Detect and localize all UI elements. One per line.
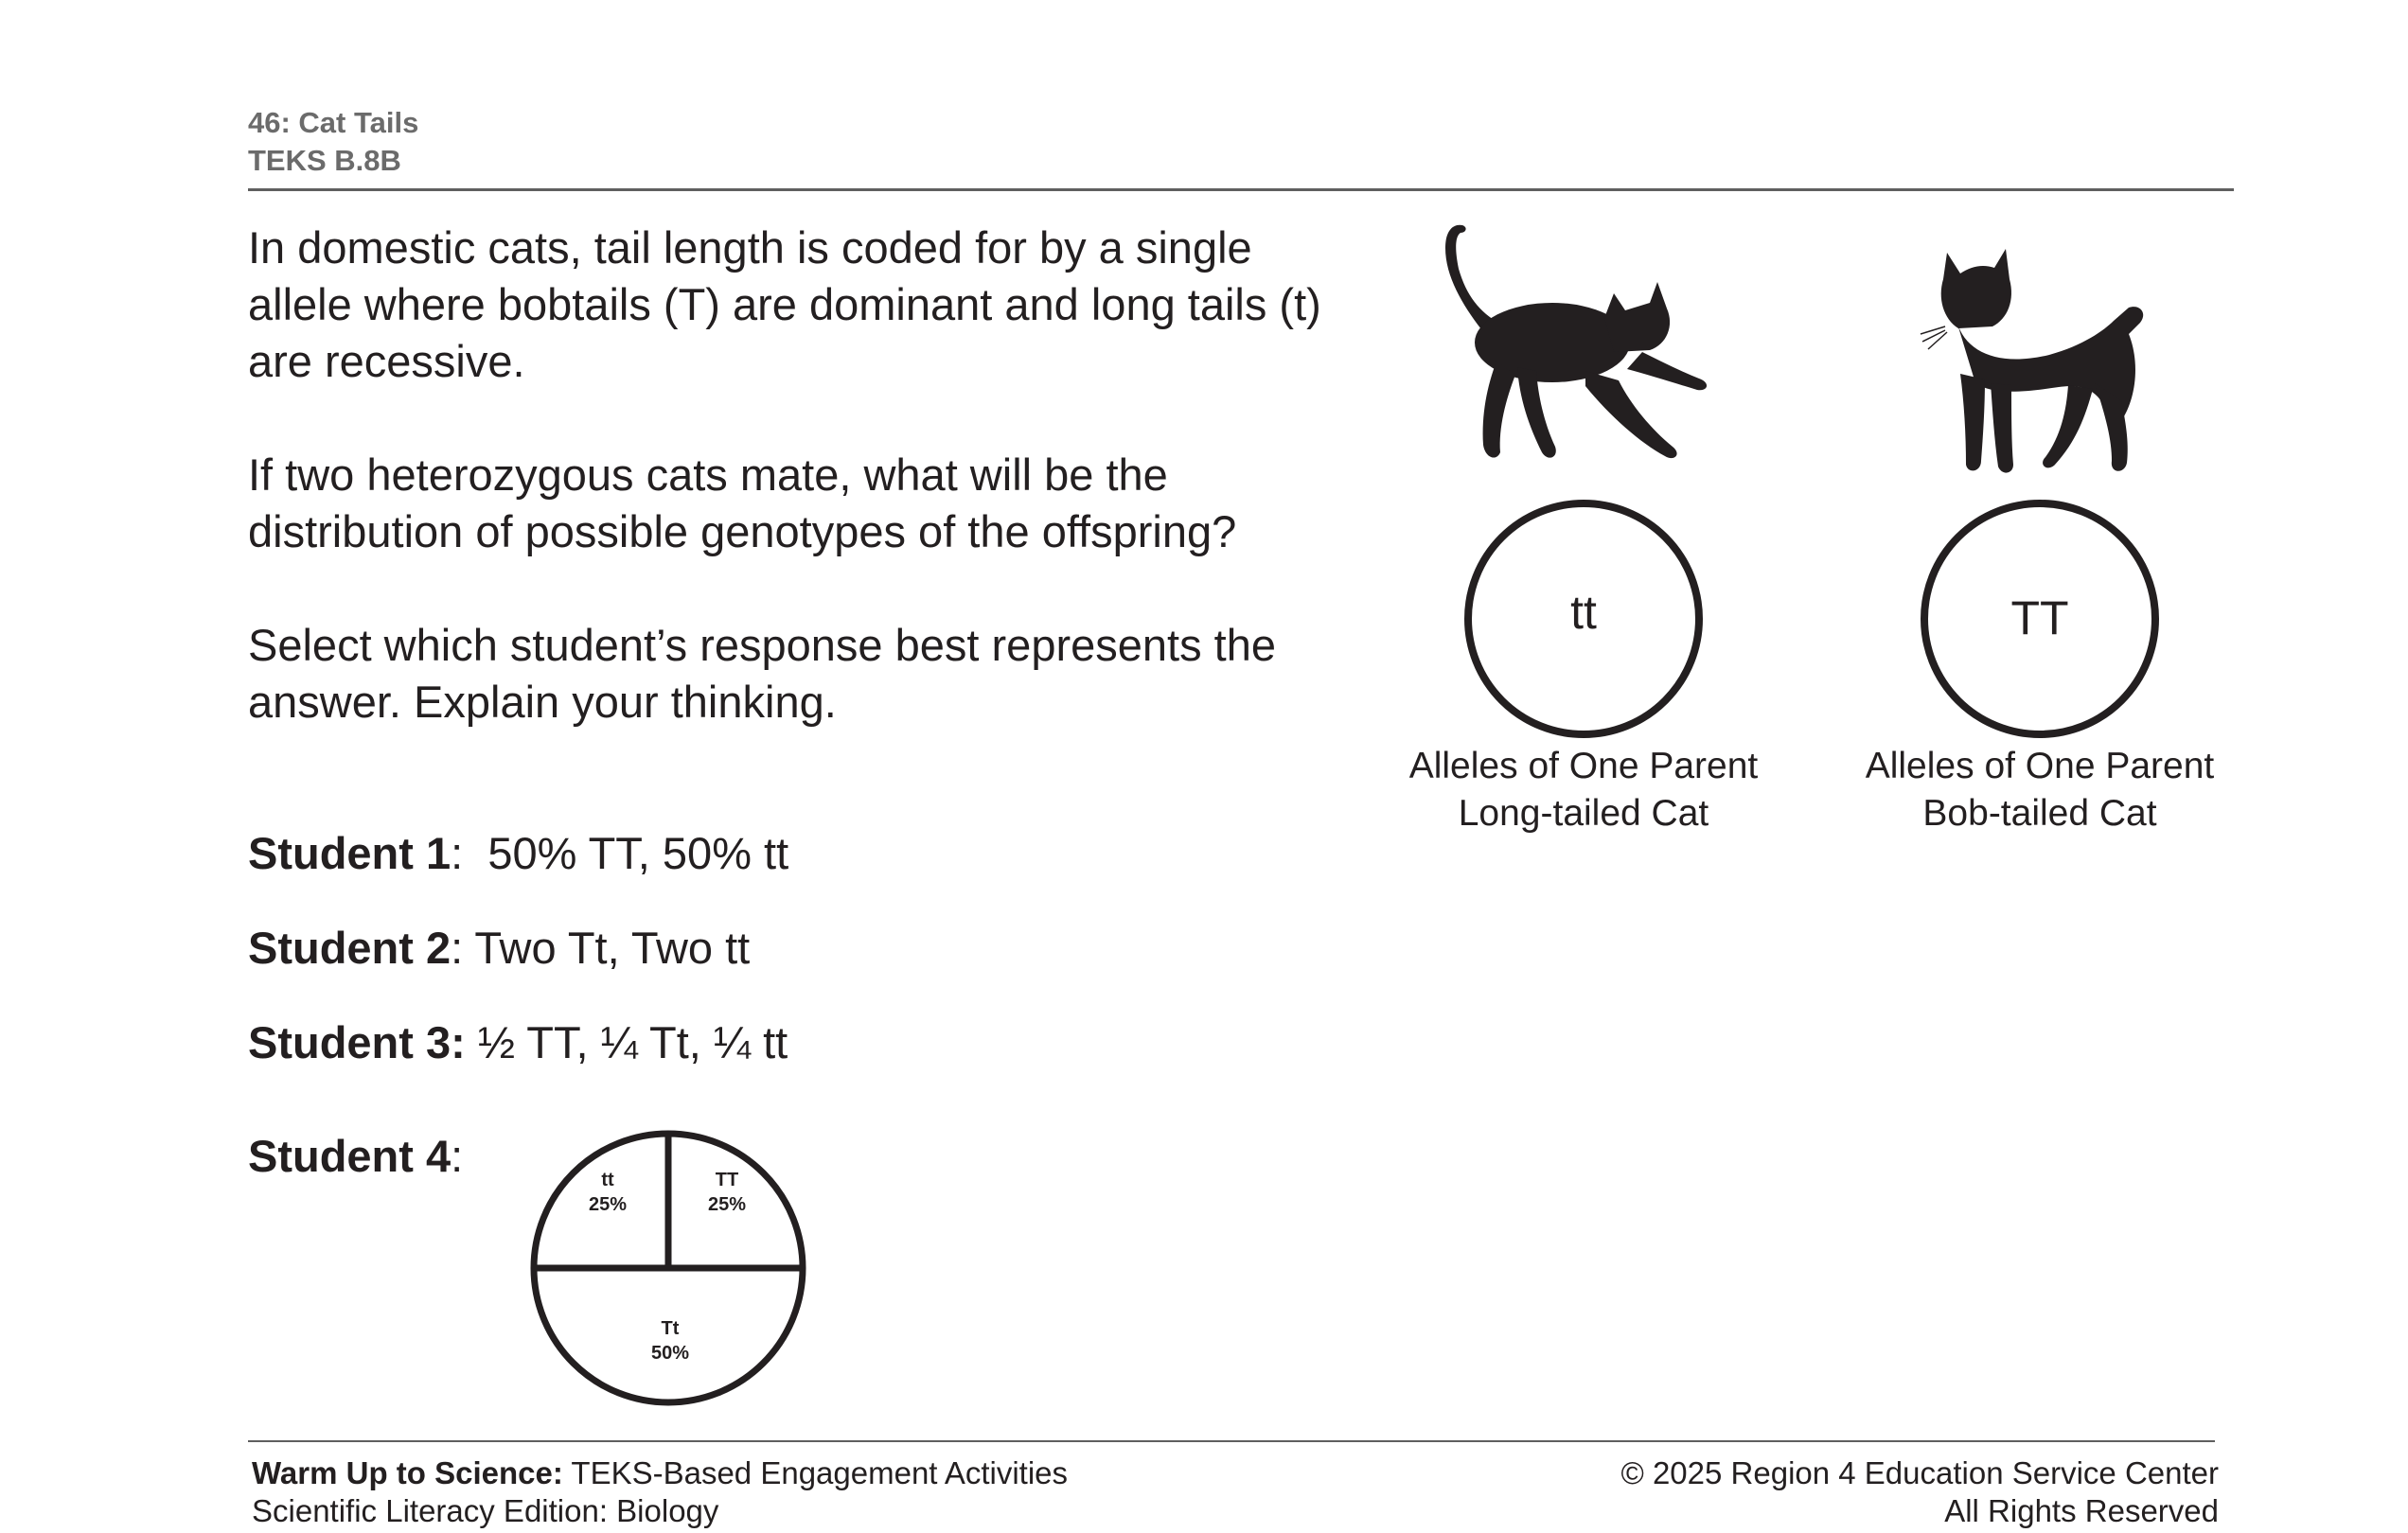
footer-copyright: © 2025 Region 4 Education Service Center	[1620, 1455, 2219, 1490]
footer-rights: All Rights Reserved	[1944, 1493, 2219, 1528]
student-3-label: Student 3:	[248, 1017, 466, 1067]
question-intro: In domestic cats, tail length is coded for by a single allele where bobtails (T) are dominant and long tails (t) are recessive.	[248, 222, 1321, 386]
long-tailed-parent-alleles	[1461, 496, 1707, 742]
student-2-answer: Two Tt, Two tt	[474, 923, 751, 973]
footer-series	[252, 1454, 1068, 1492]
activity-title: 46: Cat Tails	[248, 106, 419, 139]
student-4-response	[248, 1128, 463, 1185]
bob-tailed-parent-caption	[1822, 743, 2258, 837]
student-2-label: Student 2	[248, 923, 452, 973]
caption-line-1: Alleles of One Parent	[1408, 746, 1759, 786]
pie-slice-genotype: TT	[715, 1170, 739, 1190]
separator: :	[451, 923, 475, 973]
footer-divider	[248, 1440, 2215, 1442]
student-1-response	[248, 825, 788, 882]
student-1-label: Student 1	[248, 828, 452, 878]
footer-series-title: Warm Up to Science:	[252, 1455, 563, 1490]
separator: :	[451, 1131, 464, 1181]
bob-tailed-cat-icon	[1917, 241, 2191, 478]
long-tailed-cat-icon	[1425, 220, 1765, 485]
student-2-response	[248, 920, 750, 977]
pie-slice-genotype: Tt	[661, 1318, 680, 1339]
student-4-label: Student 4	[248, 1131, 452, 1181]
caption-line-1: Alleles of One Parent	[1865, 746, 2215, 786]
student-3-answer: ½ TT, ¼ Tt, ¼ tt	[477, 1017, 788, 1067]
footer-series-subtitle: TEKS-Based Engagement Activities	[562, 1455, 1069, 1490]
question-prompt: If two heterozygous cats mate, what will be the distribution of possible genotypes of the offspring?	[248, 449, 1237, 556]
question-instruction: Select which student’s response best represents the answer. Explain your thinking.	[248, 620, 1276, 727]
allele-label: tt	[1570, 586, 1597, 639]
header-divider	[248, 188, 2234, 191]
pie-slice-percent: 25%	[588, 1194, 628, 1215]
pie-slice-percent: 50%	[650, 1343, 690, 1364]
pie-slice-percent: 25%	[707, 1194, 747, 1215]
separator: :	[451, 828, 488, 878]
teks-standard: TEKS B.8B	[248, 144, 401, 177]
separator	[466, 1017, 478, 1067]
genotype-pie-chart	[521, 1121, 823, 1415]
bob-tailed-parent-alleles	[1917, 496, 2163, 742]
long-tailed-parent-caption	[1366, 743, 1801, 837]
caption-line-2: Long-tailed Cat	[1458, 793, 1709, 834]
student-1-answer: 50% TT, 50% tt	[487, 828, 789, 878]
pie-slice-genotype: tt	[601, 1170, 614, 1190]
footer-edition: Scientific Literacy Edition: Biology	[252, 1493, 719, 1528]
allele-label: TT	[2010, 591, 2069, 644]
student-3-response	[248, 1014, 788, 1071]
caption-line-2: Bob-tailed Cat	[1922, 793, 2157, 834]
